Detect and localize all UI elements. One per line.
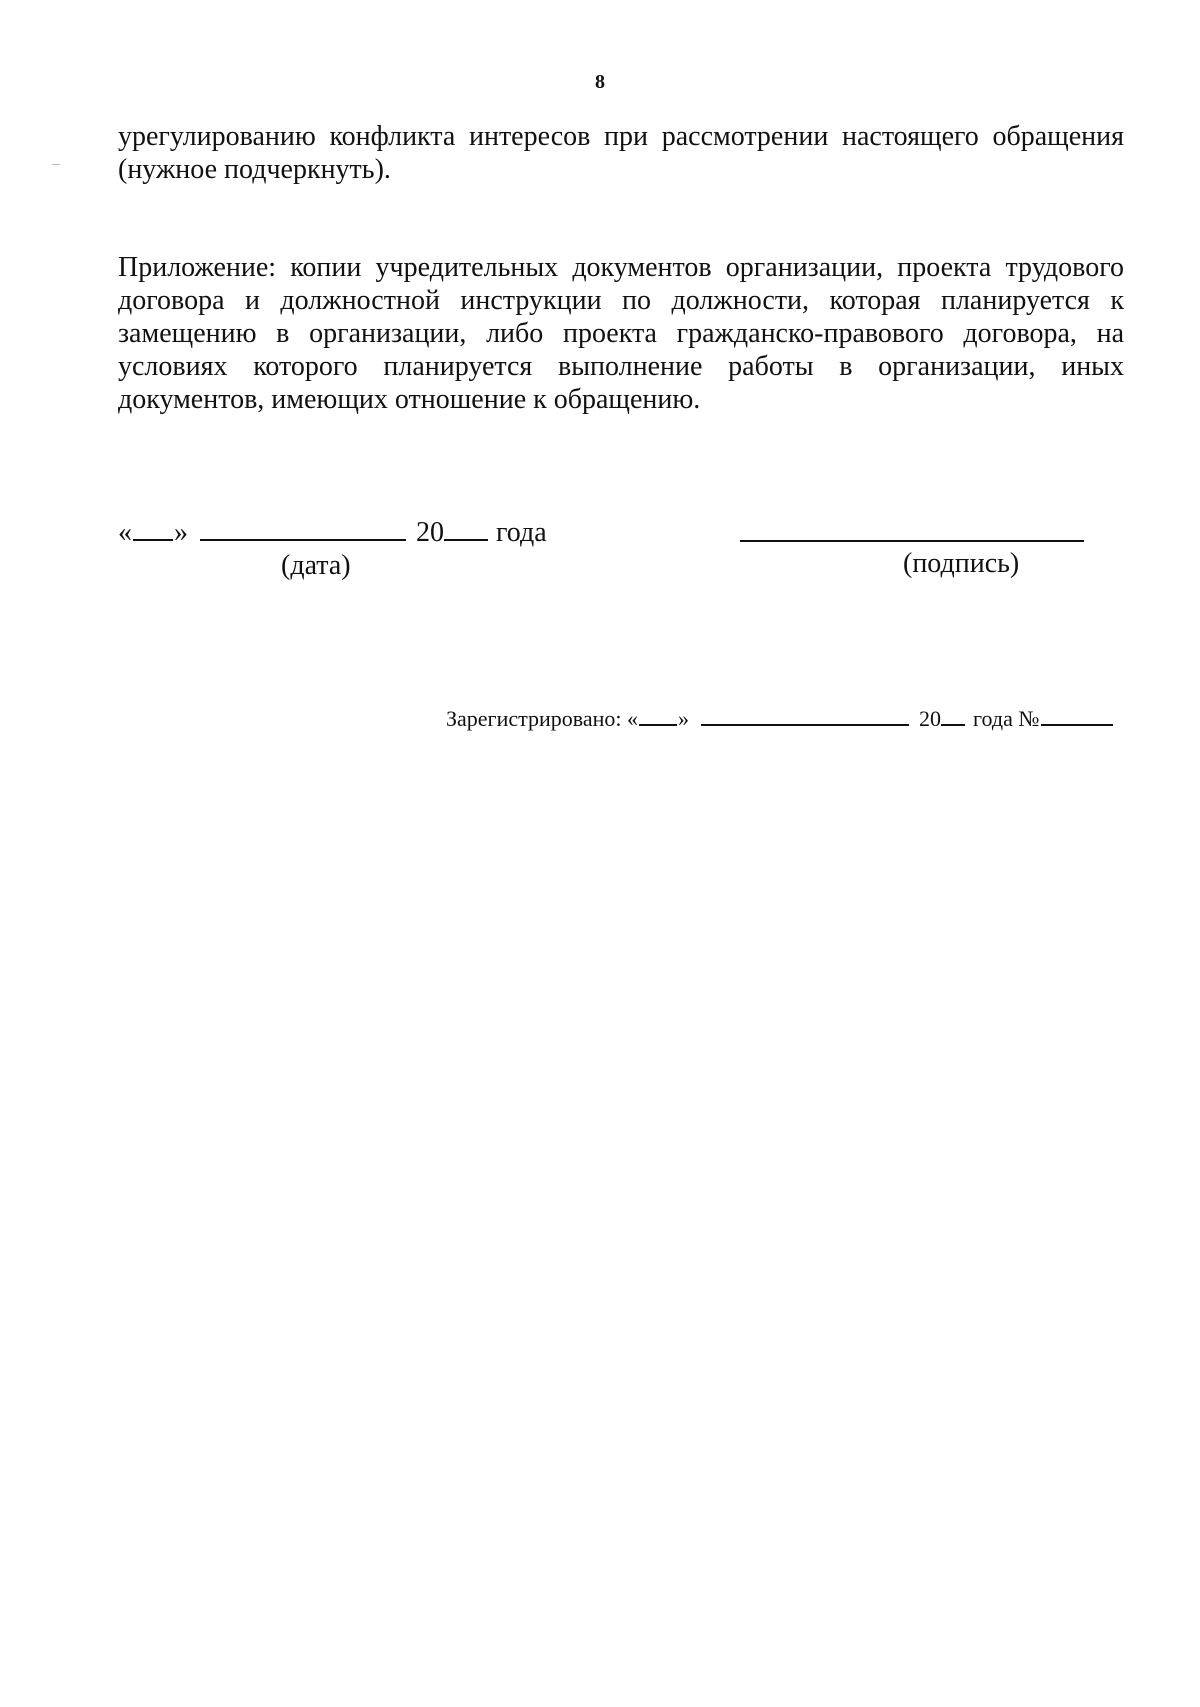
registration-day-blank[interactable] <box>639 703 677 726</box>
year-word: года <box>496 517 547 548</box>
open-quote: « <box>118 517 132 548</box>
registration-close-quote: » <box>678 706 690 731</box>
date-field-line <box>118 513 547 550</box>
year-prefix: 20 <box>416 517 444 548</box>
year-blank[interactable] <box>444 513 488 541</box>
month-blank[interactable] <box>200 513 406 541</box>
registration-year-word: года <box>973 706 1013 731</box>
registration-number-blank[interactable] <box>1041 703 1113 726</box>
appendix-paragraph <box>118 251 1124 416</box>
registration-open-quote: « <box>627 706 639 731</box>
signature-caption: (подпись) <box>903 548 1020 579</box>
registration-year-prefix: 20 <box>919 706 942 731</box>
registration-label: Зарегистрировано: <box>446 706 622 731</box>
registration-year-blank[interactable] <box>941 703 965 726</box>
appendix-text: Приложение: копии учредительных документов организации, проекта трудового договора и должностной инструкции по должности, которая планируется к замещению в организации, либо проекта гражданско-правового договора, на условиях которого планируется выполнение работы в организации, иных документов, имеющих отношение к обращению. <box>118 252 1124 415</box>
date-caption: (дата) <box>281 550 351 581</box>
signature-line[interactable] <box>740 540 1084 542</box>
registration-number-sign: № <box>1018 706 1040 731</box>
day-blank[interactable] <box>133 513 173 541</box>
registration-line <box>446 703 1113 733</box>
registration-month-blank[interactable] <box>701 703 909 726</box>
close-quote: » <box>174 517 188 548</box>
paragraph-text: урегулированию конфликта интересов при рассмотрении настоящего обращения (нужное подчеркнуть). <box>118 121 1124 185</box>
paragraph-continuation <box>118 120 1124 186</box>
page-number: 8 <box>595 71 605 93</box>
margin-mark <box>52 164 60 165</box>
